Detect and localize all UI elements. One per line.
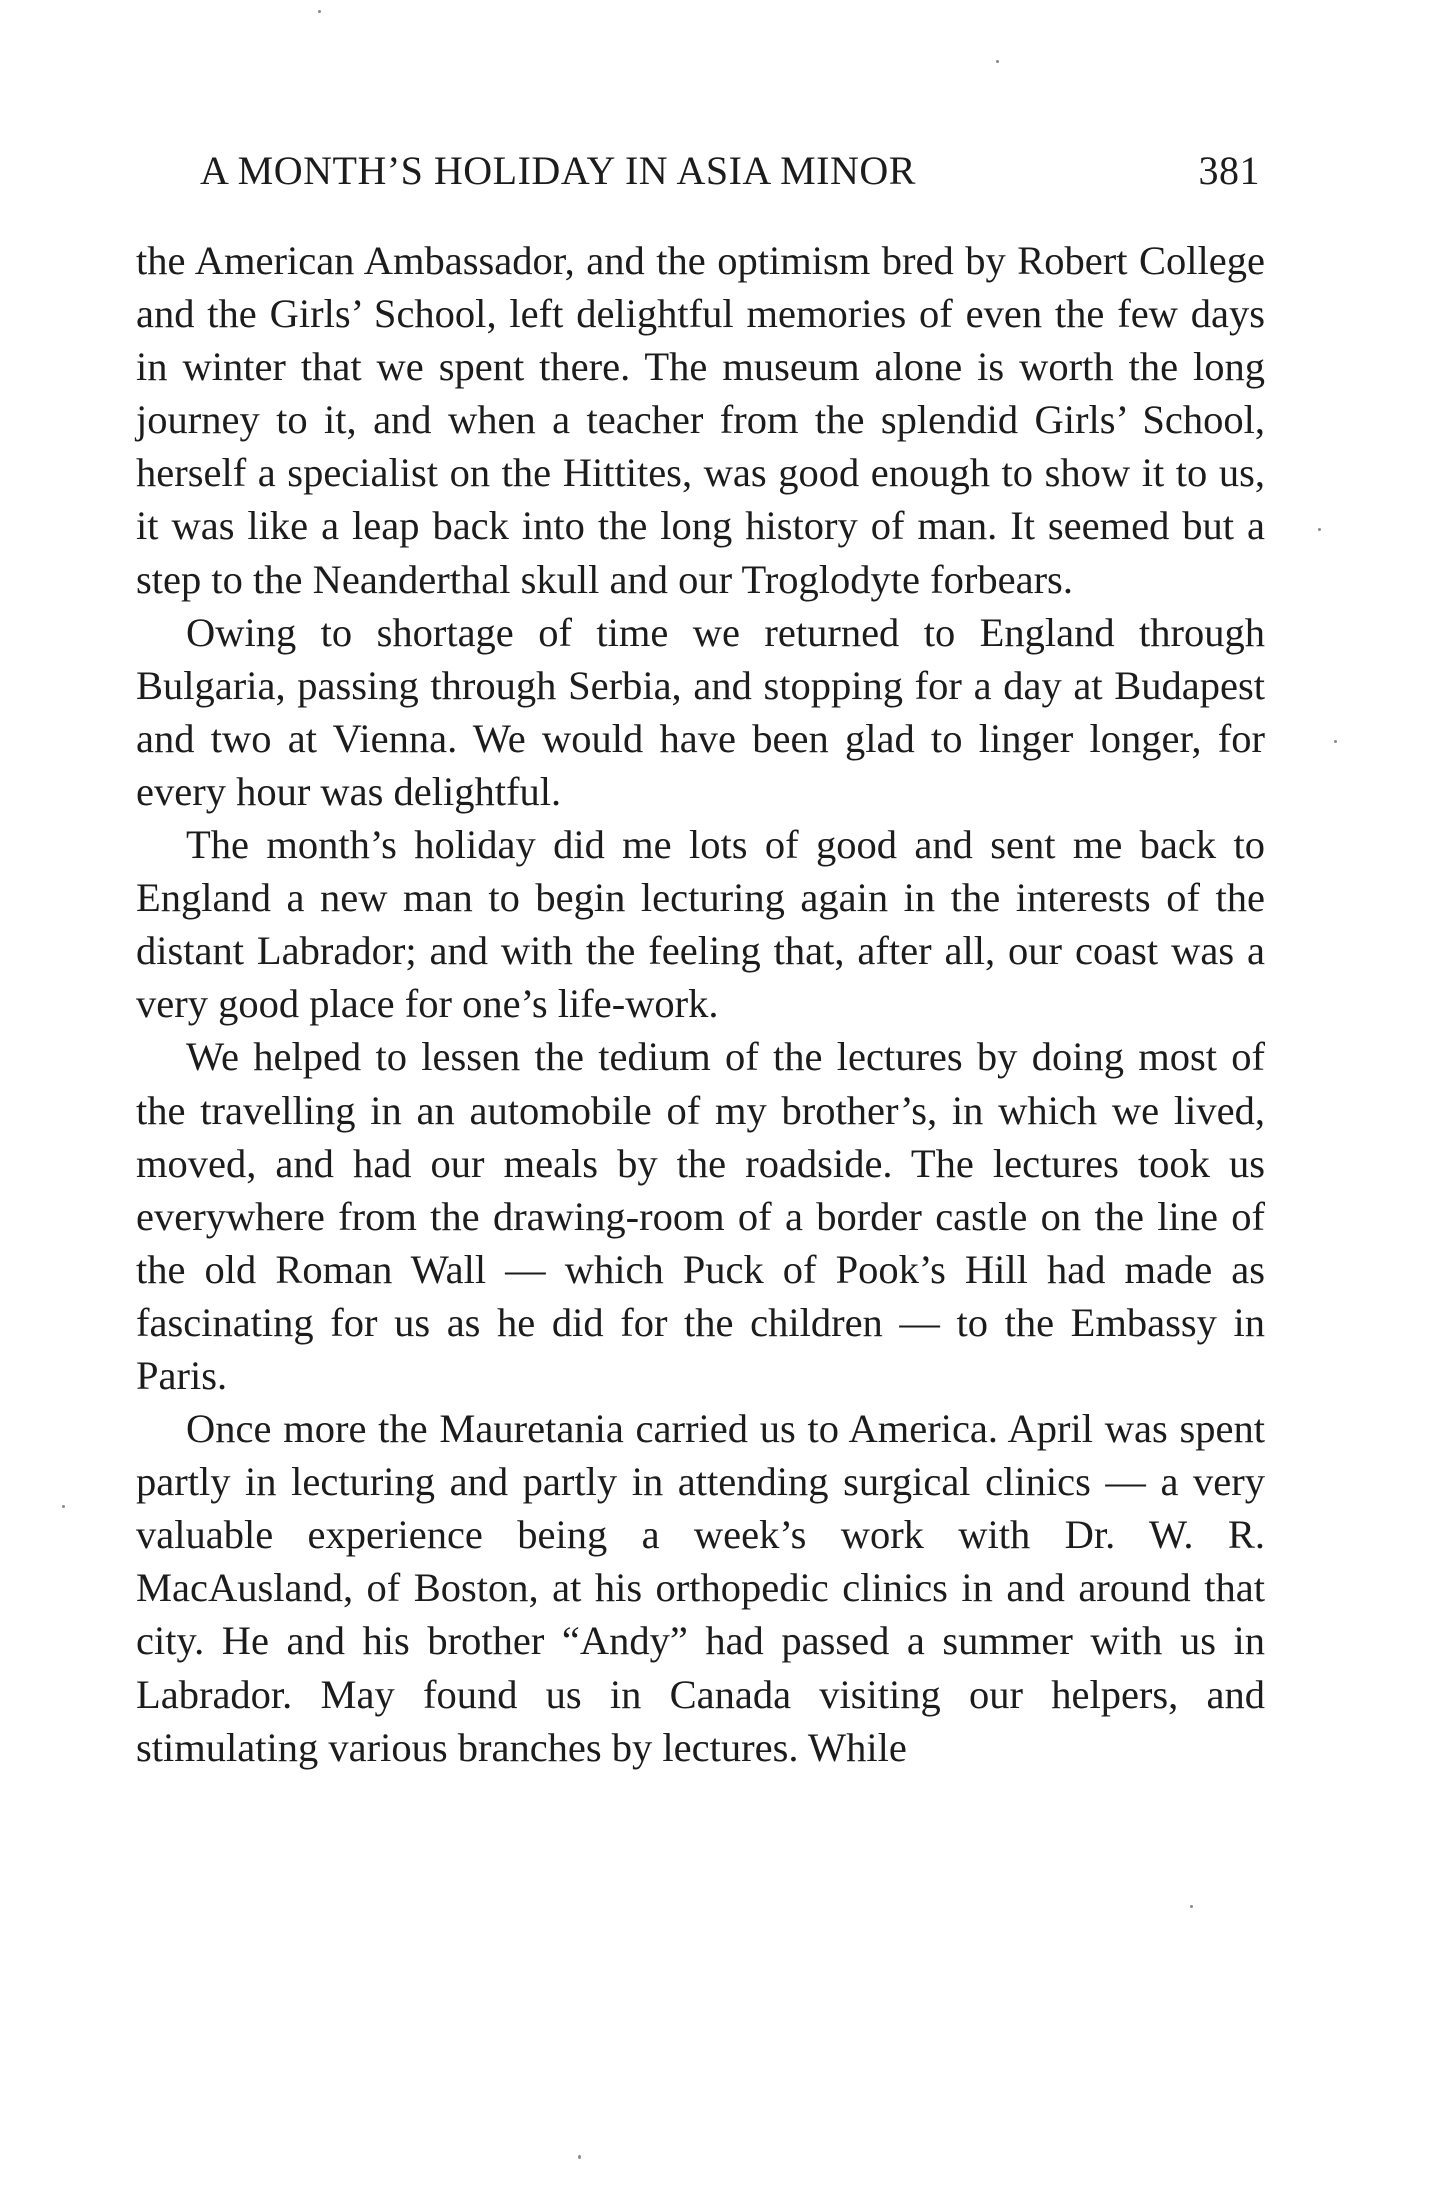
paper-speck xyxy=(1318,528,1321,531)
page-header xyxy=(200,144,1260,198)
paper-speck xyxy=(996,60,999,63)
paper-speck xyxy=(62,1505,65,1508)
page-number: 381 xyxy=(1198,148,1260,193)
paragraph-return-to-england: Owing to shortage of time we returned to England through Bulgaria, passing through Serbia, and stopping for a day at Budapest and two at Vienna. We would have been glad to linger longer, for every hour was delightful. xyxy=(136,609,1265,814)
paper-speck xyxy=(1190,1905,1193,1908)
body-text xyxy=(136,234,1265,1774)
paragraph-continuation: the American Ambassador, and the optimism bred by Robert College and the Girls’ School, left delightful memories of even the few days in winter that we spent there. The museum alone is worth the long journey to it, and when a teacher from the splendid Girls’ School, herself a specialist on the Hittites, was good enough to show it to us, it was like a leap back into the long history of man. It seemed but a step to the Neanderthal skull and our Troglodyte forbears. xyxy=(136,238,1265,602)
paper-speck xyxy=(318,10,321,13)
paper-speck xyxy=(578,2155,581,2159)
paragraph-holiday-benefit: The month’s holiday did me lots of good and sent me back to England a new man to begin lecturing again in the interests of the distant Labrador; and with the feeling that, after all, our coast was a very good place for one’s life-work. xyxy=(136,822,1265,1027)
paragraph-lecture-tour: We helped to lessen the tedium of the lectures by doing most of the travelling in an automobile of my brother’s, in which we lived, moved, and had our meals by the roadside. The lectures took us everywhere from the drawing-room of a border castle on the line of the old Roman Wall — which Puck of Pook’s Hill had made as fascinating for us as he did for the children — to the Embassy in Paris. xyxy=(136,1034,1265,1398)
running-title: A MONTH’S HOLIDAY IN ASIA MINOR xyxy=(200,148,916,193)
paragraph-mauretania: Once more the Mauretania carried us to America. April was spent partly in lecturing and partly in attending surgical clinics — a very valuable experience being a week’s work with Dr. W. R. MacAusland, of Boston, at his orthopedic clinics in and around that city. He and his brother “Andy” had passed a summer with us in Labrador. May found us in Canada visiting our helpers, and stimulating various branches by lectures. While xyxy=(136,1406,1265,1770)
paper-speck xyxy=(1334,740,1337,743)
